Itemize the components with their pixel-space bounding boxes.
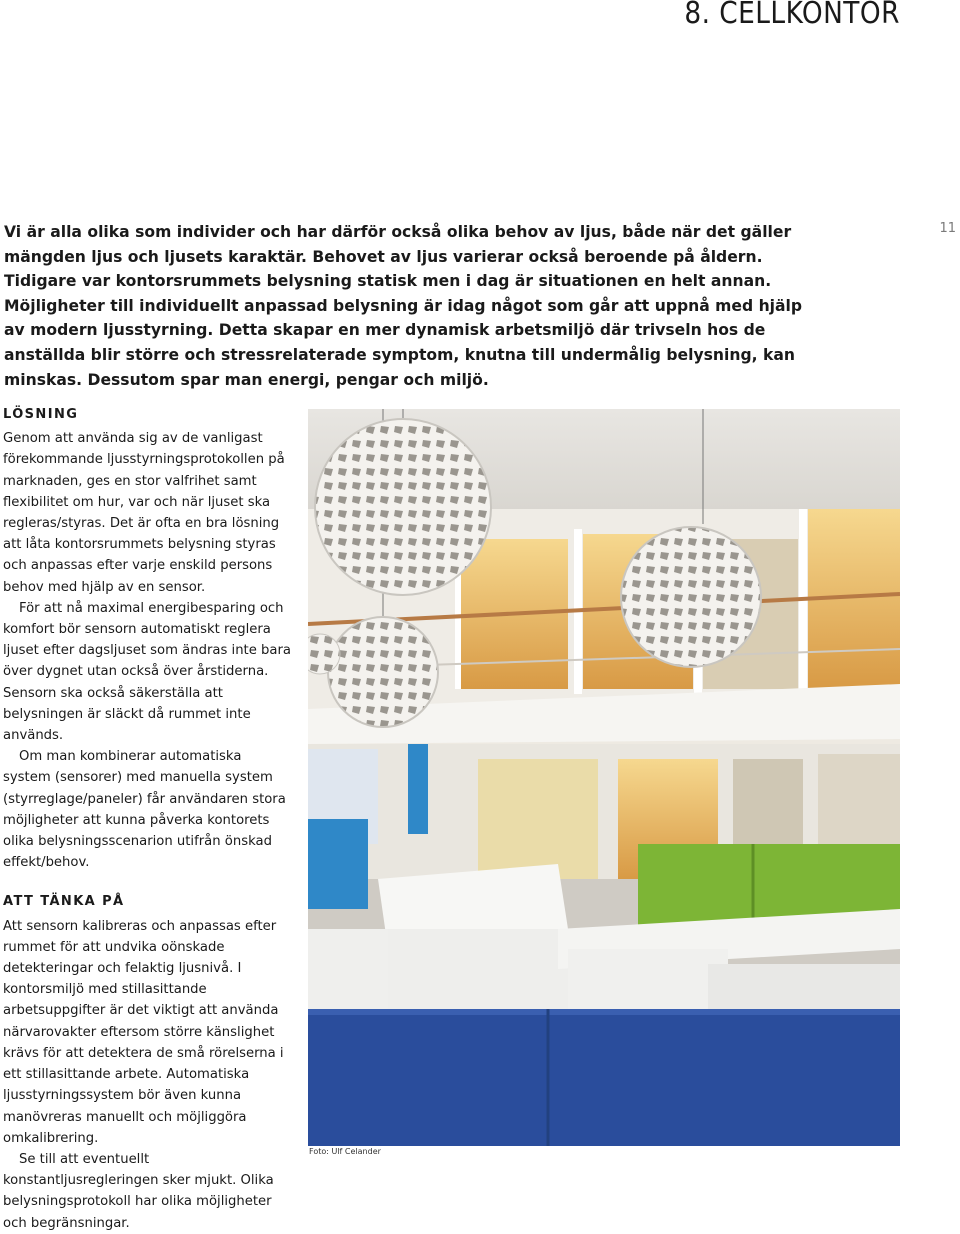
section-heading-losning: LÖSNING [3, 407, 79, 422]
page-number: 11 [939, 221, 956, 236]
office-photo [308, 409, 900, 1146]
att-tanka-pa-paragraph-1: Att sensorn kalibreras och anpassas efter rummet för att undvika oönskade detekteringar och felaktig ljusnivå. I kontorsmiljö med stillasittande arbetsuppgifter är det viktigt att använda närvarovakter eftersom större känslighet krävs för att detektera de små rörelserna i ett stillasittande arbete. Automatiska ljusstyrningssystem bör även kunna manövreras manuellt och möjliggöra omkalibrering. [3, 918, 284, 1146]
chapter-title: 8. CELLKONTOR [684, 0, 900, 31]
losning-paragraph-3: Om man kombinerar automatiska system (sensorer) med manuella system (styrreglage/paneler) får användaren stora möjligheter att kunna påverka kontorets olika belysningsscenarion utifrån önskad effekt/behov. [3, 749, 286, 871]
losning-paragraph-2: För att nå maximal energibesparing och komfort bör sensorn automatiskt reglera ljuset efter dagsljuset som ändras inte bara över dygnet utan också över årstiderna. Sensorn ska också säkerställa att belysningen är släckt då rummet inte används. [3, 600, 291, 744]
losning-paragraph-1: Genom att använda sig av de vanligast förekommande ljusstyrningsprotokollen på marknaden, ges en stor valfrihet samt flexibilitet om hur, var och när ljuset ska regleras/styras. Det är ofta en bra lösning att låta kontorsrummets belysning styras och anpassas efter varje enskild persons behov med hjälp av en sensor. [3, 431, 285, 595]
att-tanka-pa-paragraph-2: Se till att eventuellt konstantljusregleringen sker mjukt. Olika belysningsprotokoll har olika möjligheter och begränsningar. [3, 1151, 274, 1231]
section-heading-att-tanka-pa: ATT TÄNKA PÅ [3, 894, 125, 910]
intro-paragraph: Vi är alla olika som individer och har därför också olika behov av ljus, både när det gäller mängden ljus och ljusets karaktär. Behovet av ljus varierar också beroende på åldern. Tidigare var kontorsrummets belysning statisk men i dag är situationen en helt annan. Möjligheter till individuellt anpassad belysning är idag något som går att uppnå med hjälp av modern ljusstyrning. Detta skapar en mer dynamisk arbetsmiljö där trivseln hos de anställda blir större och stressrelaterade symptom, knutna till undermålig belysning, kan minskas. Dessutom spar man energi, pengar och miljö. [4, 223, 803, 389]
body-column [3, 404, 291, 1234]
photo-credit: Foto: Ulf Celander [309, 1147, 381, 1156]
